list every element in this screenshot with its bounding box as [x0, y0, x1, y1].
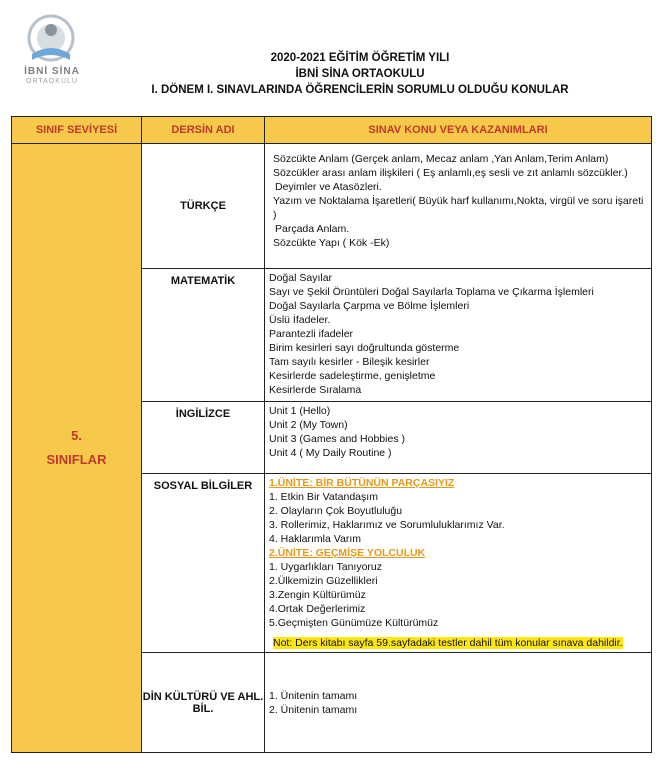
- topics-ingilizce: Unit 1 (Hello) Unit 2 (My Town) Unit 3 (Games and Hobbies ) Unit 4 ( My Daily Routine ): [265, 402, 652, 474]
- grade-cell: [12, 144, 142, 753]
- unit2-title: 2.ÜNİTE: GEÇMİŞE YOLCULUK: [269, 547, 426, 559]
- subject-ingilizce: İNGİLİZCE: [142, 402, 265, 474]
- logo-name: İBNİ SİNA: [24, 66, 80, 77]
- logo-sub: ORTAOKULU: [26, 78, 78, 85]
- col-grade-header: SINIF SEVİYESİ: [12, 117, 142, 144]
- header-year: 2020-2021 EĞİTİM ÖĞRETİM YILI: [270, 52, 450, 64]
- subject-sosyal: SOSYAL BİLGİLER: [142, 474, 265, 653]
- col-subject-header: DERSİN ADI: [142, 117, 265, 144]
- unit1-title: 1.ÜNİTE: BİR BÜTÜNÜN PARÇASIYIZ: [269, 477, 455, 489]
- topics-din: 1. Ünitenin tamamı 2. Ünitenin tamamı: [265, 653, 652, 753]
- exam-topics-table: [11, 116, 652, 753]
- subject-din: DİN KÜLTÜRÜ VE AHL. BİL.: [142, 653, 265, 753]
- topics-matematik: Doğal Sayılar Sayı ve Şekil Örüntüleri Doğal Sayılarla Toplama ve Çıkarma İşlemleri Doğal Sayılarla Çarpma ve Bölme İşlemleri Üslü İfadeler. Parantezli ifadeler Birim kesirleri sayı doğrultunda gösterme Tam sayılı kesirler - Bileşik kesirler Kesirlerde sadeleştirme, genişletme Kesirlerde Sıralama: [265, 269, 652, 402]
- subject-matematik: MATEMATİK: [142, 269, 265, 402]
- col-topics-header: SINAV KONU VEYA KAZANIMLARI: [265, 117, 652, 144]
- subject-turkce: TÜRKÇE: [142, 144, 265, 269]
- grade-label: SINIFLAR: [46, 452, 107, 467]
- note-highlight: Not: Ders kitabı sayfa 59.sayfadaki testler dahil tüm konular sınava dahildir.: [273, 637, 623, 649]
- topics-turkce: Sözcükte Anlam (Gerçek anlam, Mecaz anlam ,Yan Anlam,Terim Anlam) Sözcükler arası anlam ilişkileri ( Eş anlamlı,eş sesli ve zıt anlamlı sözcükler.) Deyimler ve Atasözleri. Yazım ve Noktalama İşaretleri( Büyük harf kullanımı,Nokta, virgül ve soru işareti ) Parçada Anlam. Sözcükte Yapı ( Kök -Ek): [265, 144, 652, 269]
- header-title: I. DÖNEM I. SINAVLARINDA ÖĞRENCİLERİN SORUMLU OLDUĞU KONULAR: [151, 84, 569, 96]
- grade-number: 5.: [71, 428, 82, 443]
- header-school: İBNİ SİNA ORTAOKULU: [295, 68, 425, 80]
- topics-sosyal: 1.ÜNİTE: BİR BÜTÜNÜN PARÇASIYIZ 1. Etkin Bir Vatandaşım 2. Olayların Çok Boyutluluğu 3. Rollerimiz, Haklarımız ve Sorumluluklarımız Var. 4. Haklarımla Varım 2.ÜNİTE: GEÇMİŞE YOLCULUK 1. Uygarlıkları Tanıyoruz 2.Ülkemizin Güzellikleri 3.Zengin Kültürümüz 4.Ortak Değerlerimiz 5.Geçmişten Günümüze Kültürümüz Not: Ders kitabı sayfa 59.sayfadaki testler dahil tüm konular sınava dahildir.: [265, 474, 652, 653]
